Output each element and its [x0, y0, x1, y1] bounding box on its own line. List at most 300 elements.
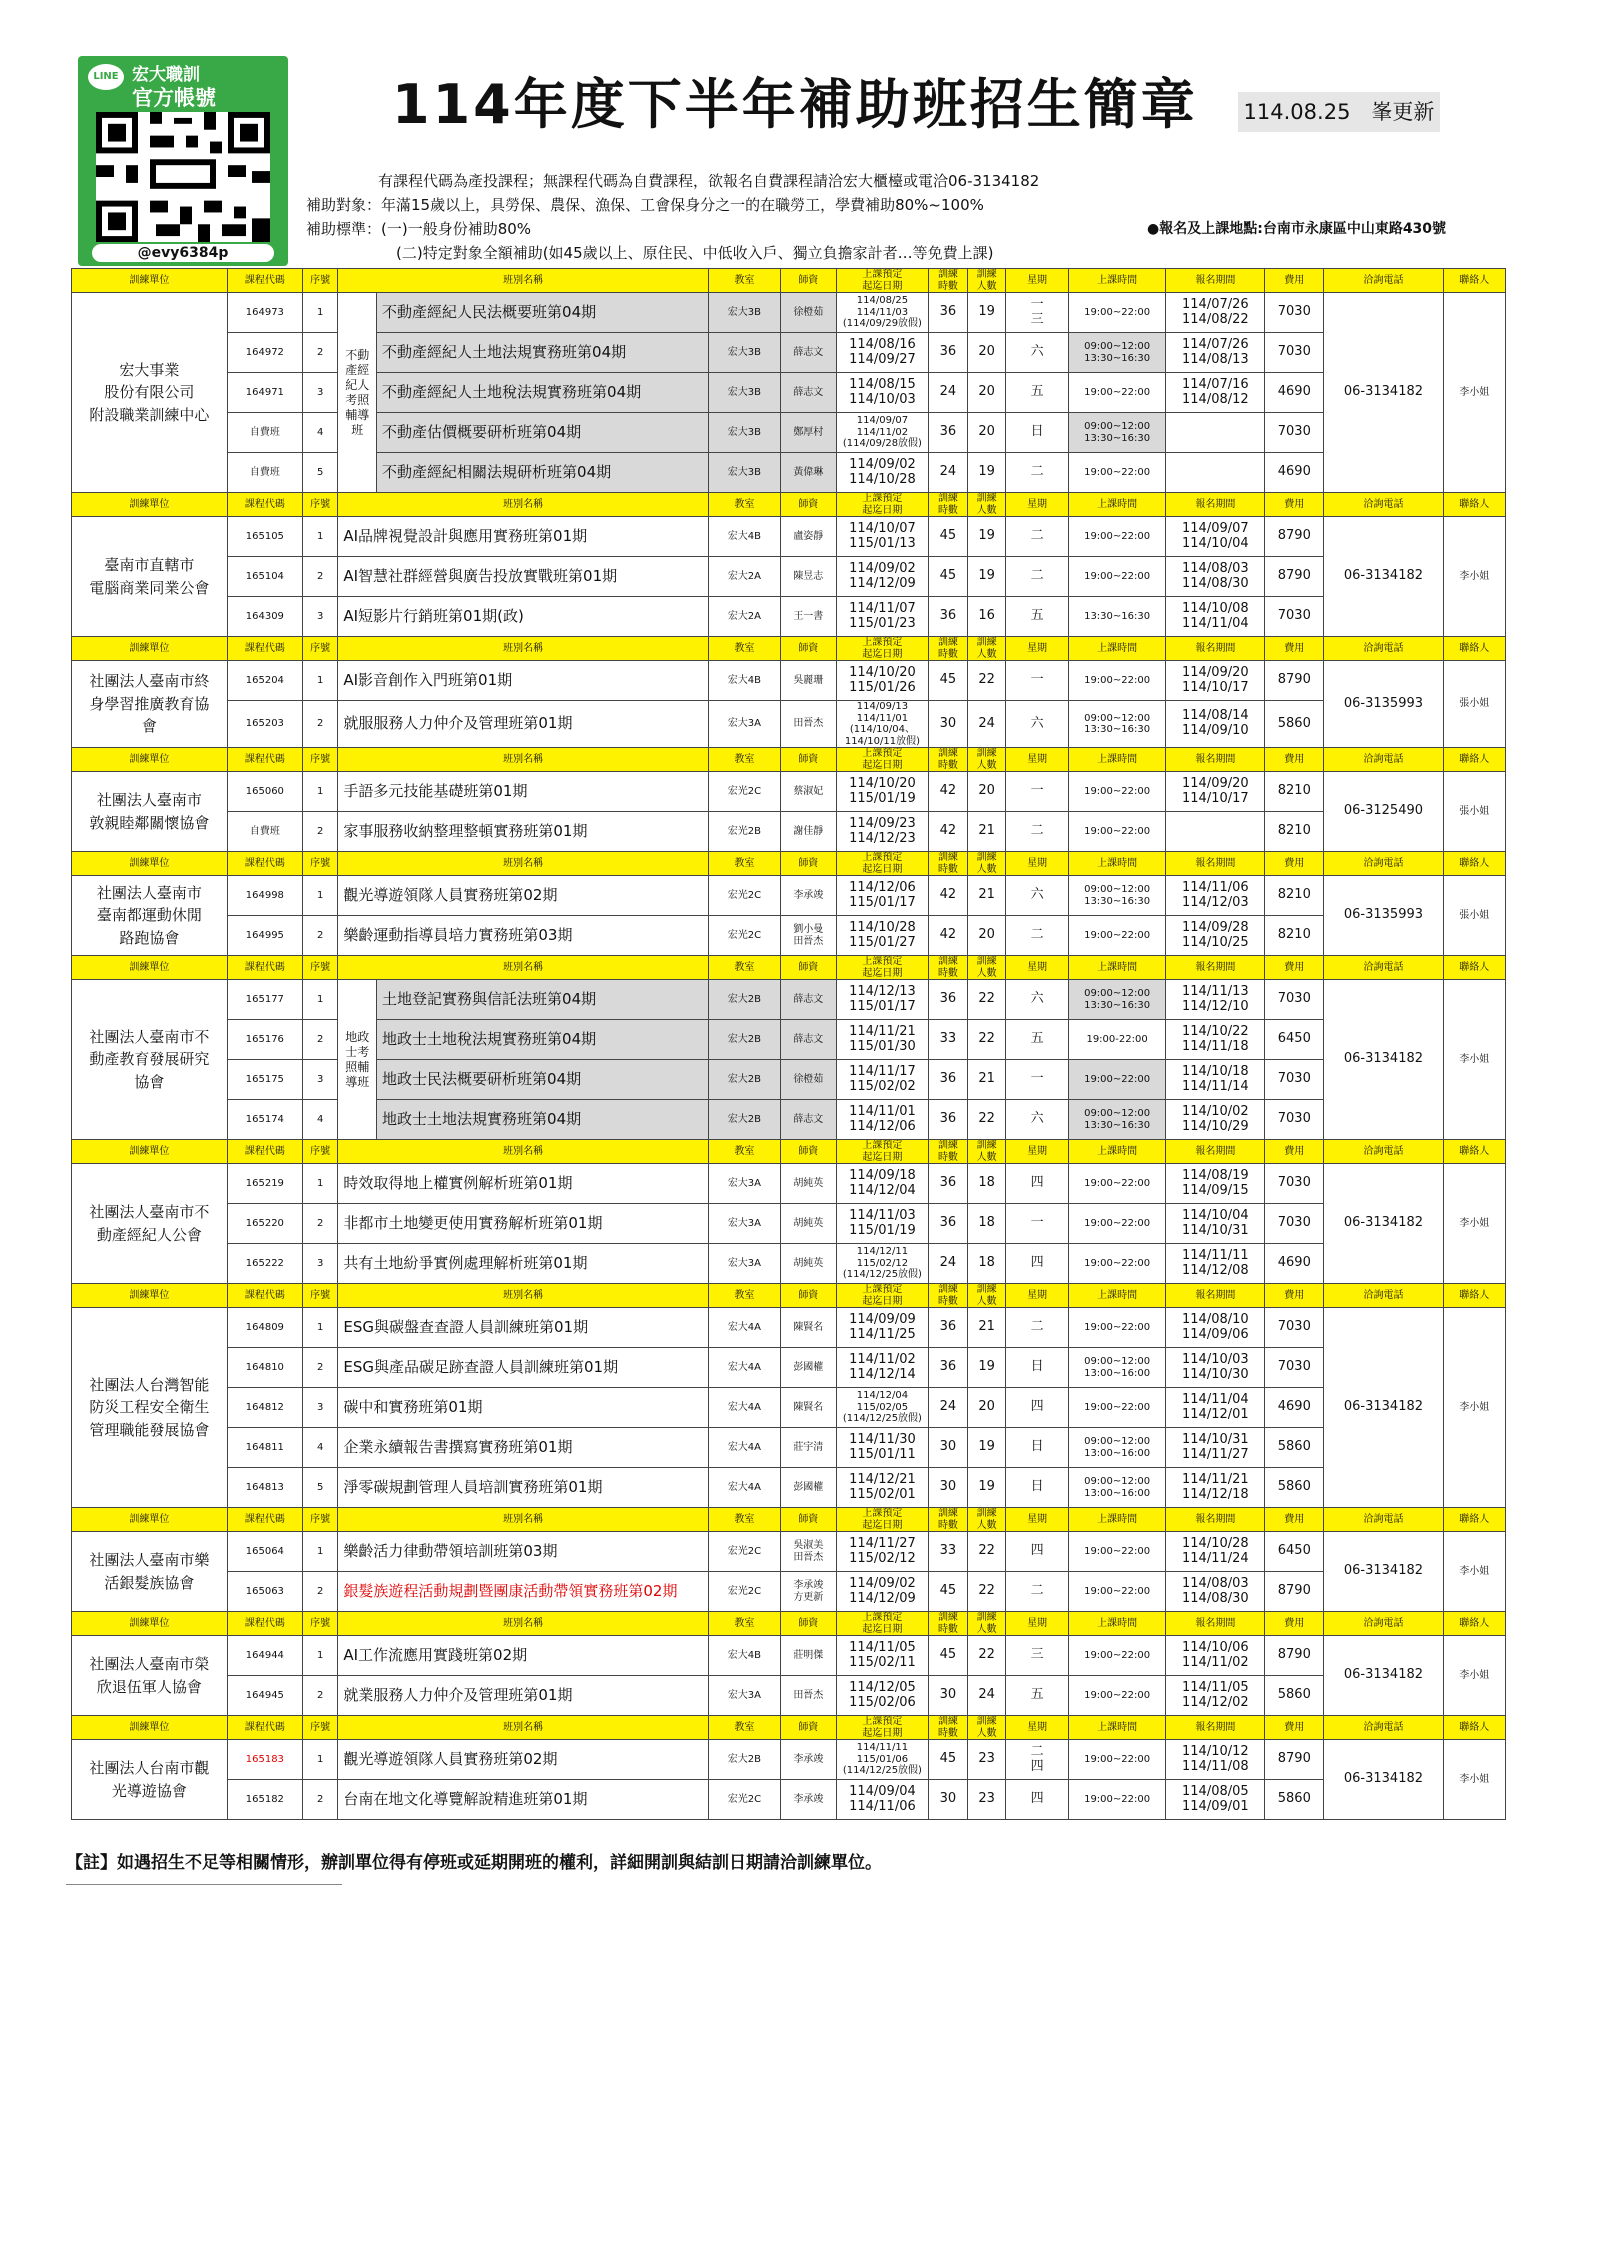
training-capacity: 20 [967, 772, 1006, 812]
training-capacity: 21 [967, 812, 1006, 852]
registration-period: 114/10/18 114/11/14 [1166, 1060, 1265, 1100]
header-classroom: 教室 [708, 852, 780, 876]
registration-period: 114/09/20 114/10/17 [1166, 661, 1265, 701]
table-header-row [72, 1284, 1506, 1308]
training-capacity: 22 [967, 980, 1006, 1020]
registration-period: 114/08/10 114/09/06 [1166, 1308, 1265, 1348]
course-row[interactable] [72, 1308, 1506, 1348]
teacher: 徐橙茹 [780, 1060, 836, 1100]
fee: 8790 [1265, 557, 1324, 597]
training-capacity: 22 [967, 1532, 1006, 1572]
course-row[interactable] [72, 413, 1506, 453]
course-row[interactable] [72, 1740, 1506, 1780]
training-capacity: 16 [967, 597, 1006, 637]
header-course-code: 課程代碼 [227, 852, 302, 876]
header-teacher: 師資 [780, 1612, 836, 1636]
header-dates: 上課預定 起迄日期 [836, 1612, 928, 1636]
inquiry-phone: 06-3134182 [1324, 980, 1443, 1140]
teacher: 彭國權 [780, 1468, 836, 1508]
training-hours: 45 [929, 1740, 968, 1780]
table-header-row [72, 269, 1506, 293]
weekday: 五 [1006, 597, 1068, 637]
class-name: 地政士土地法規實務班第04期 [377, 1100, 709, 1140]
course-seq: 5 [302, 1468, 337, 1508]
weekday: 六 [1006, 876, 1068, 916]
training-hours: 36 [929, 293, 968, 333]
course-row[interactable] [72, 876, 1506, 916]
classroom: 宏大2B [708, 1020, 780, 1060]
registration-period: 114/11/21 114/12/18 [1166, 1468, 1265, 1508]
header-capacity: 訓練 人數 [967, 748, 1006, 772]
course-dates: 114/09/09 114/11/25 [836, 1308, 928, 1348]
course-row[interactable] [72, 701, 1506, 748]
inquiry-phone: 06-3134182 [1324, 1636, 1443, 1716]
weekday: 四 [1006, 1532, 1068, 1572]
fee: 4690 [1265, 1388, 1324, 1428]
class-name: AI品牌視覺設計與應用實務班第01期 [338, 517, 709, 557]
course-dates: 114/11/11 115/01/06 (114/12/25放假) [836, 1740, 928, 1780]
header-teacher: 師資 [780, 748, 836, 772]
classroom: 宏大2B [708, 1740, 780, 1780]
header-registration: 報名期間 [1166, 1140, 1265, 1164]
qr-account-id: @evy6384p [92, 244, 274, 262]
intro-special-subsidy: (二)特定對象全額補助(如45歲以上、原住民、中低收入戶、獨立負擔家計者…等免費上課) [396, 244, 994, 262]
exam-prep-group: 不動 產經 紀人 考照 輔導 班 [338, 293, 377, 493]
training-capacity: 19 [967, 1348, 1006, 1388]
training-capacity: 18 [967, 1204, 1006, 1244]
header-phone: 洽詢電話 [1324, 1612, 1443, 1636]
footnote: 【註】如遇招生不足等相關情形，辦訓單位得有停班或延期開班的權利，詳細開訓與結訓日期請洽訓練單位。 [66, 1853, 882, 1873]
contact-person: 李小姐 [1443, 1532, 1505, 1612]
course-row[interactable] [72, 1572, 1506, 1612]
class-name: 不動產經紀人土地稅法規實務班第04期 [377, 373, 709, 413]
course-code: 164944 [227, 1636, 302, 1676]
header-weekday: 星期 [1006, 956, 1068, 980]
teacher: 田晉杰 [780, 1676, 836, 1716]
course-code: 164998 [227, 876, 302, 916]
classroom: 宏大2B [708, 1100, 780, 1140]
course-dates: 114/12/05 115/02/06 [836, 1676, 928, 1716]
table-header-row [72, 1716, 1506, 1740]
teacher: 吳淑美 田晉杰 [780, 1532, 836, 1572]
header-fee: 費用 [1265, 956, 1324, 980]
intro-eligibility: 補助對象：年滿15歲以上，具勞保、農保、漁保、工會保身分之一的在職勞工，學費補助80%~100% [306, 196, 984, 214]
weekday: 五 [1006, 1676, 1068, 1716]
header-weekday: 星期 [1006, 269, 1068, 293]
weekday: 五 [1006, 1020, 1068, 1060]
training-hours: 24 [929, 453, 968, 493]
training-hours: 45 [929, 1572, 968, 1612]
course-seq: 4 [302, 413, 337, 453]
header-registration: 報名期間 [1166, 748, 1265, 772]
class-time: 19:00~22:00 [1068, 1308, 1166, 1348]
weekday: 六 [1006, 701, 1068, 748]
header-training-unit: 訓練單位 [72, 1716, 228, 1740]
header-contact: 聯絡人 [1443, 748, 1505, 772]
exam-prep-group: 地政 士考 照輔 導班 [338, 980, 377, 1140]
course-code: 165060 [227, 772, 302, 812]
class-name: 土地登記實務與信託法班第04期 [377, 980, 709, 1020]
fee: 7030 [1265, 1100, 1324, 1140]
header-course-code: 課程代碼 [227, 748, 302, 772]
header-dates: 上課預定 起迄日期 [836, 1716, 928, 1740]
location-info: ●報名及上課地點:台南市永康區中山東路430號 [1147, 221, 1447, 237]
registration-period: 114/10/22 114/11/18 [1166, 1020, 1265, 1060]
contact-person: 李小姐 [1443, 517, 1505, 637]
header-hours: 訓練 時數 [929, 269, 968, 293]
class-time: 09:00~12:00 13:30~16:30 [1068, 876, 1166, 916]
header-seq: 序號 [302, 1612, 337, 1636]
course-row[interactable] [72, 517, 1506, 557]
class-name: 觀光導遊領隊人員實務班第02期 [338, 1740, 709, 1780]
classroom: 宏光2B [708, 812, 780, 852]
class-time: 19:00~22:00 [1068, 812, 1166, 852]
fee: 7030 [1265, 293, 1324, 333]
course-seq: 2 [302, 1780, 337, 1820]
course-seq: 2 [302, 1348, 337, 1388]
contact-person: 李小姐 [1443, 1164, 1505, 1284]
class-name: 就業服務人力仲介及管理班第01期 [338, 1676, 709, 1716]
header-fee: 費用 [1265, 748, 1324, 772]
class-time: 19:00~22:00 [1068, 517, 1166, 557]
registration-period: 114/10/08 114/11/04 [1166, 597, 1265, 637]
course-dates: 114/10/20 115/01/26 [836, 661, 928, 701]
registration-period: 114/11/06 114/12/03 [1166, 876, 1265, 916]
class-time: 19:00~22:00 [1068, 1164, 1166, 1204]
course-row[interactable] [72, 1388, 1506, 1428]
training-hours: 24 [929, 1388, 968, 1428]
header-weekday: 星期 [1006, 1508, 1068, 1532]
teacher: 陳賢名 [780, 1308, 836, 1348]
training-capacity: 18 [967, 1164, 1006, 1204]
header-seq: 序號 [302, 493, 337, 517]
classroom: 宏大2B [708, 1060, 780, 1100]
training-hours: 36 [929, 1204, 968, 1244]
training-capacity: 21 [967, 1060, 1006, 1100]
course-row[interactable] [72, 916, 1506, 956]
classroom: 宏大2A [708, 557, 780, 597]
registration-period: 114/09/28 114/10/25 [1166, 916, 1265, 956]
header-phone: 洽詢電話 [1324, 269, 1443, 293]
header-phone: 洽詢電話 [1324, 748, 1443, 772]
classroom: 宏大4B [708, 517, 780, 557]
classroom: 宏光2C [708, 1532, 780, 1572]
header-seq: 序號 [302, 1508, 337, 1532]
header-dates: 上課預定 起迄日期 [836, 1284, 928, 1308]
teacher: 李承竣 [780, 876, 836, 916]
header-classroom: 教室 [708, 1140, 780, 1164]
training-hours: 30 [929, 1676, 968, 1716]
classroom: 宏大3A [708, 701, 780, 748]
course-row[interactable] [72, 453, 1506, 493]
course-row[interactable] [72, 1020, 1506, 1060]
course-seq: 2 [302, 812, 337, 852]
training-hours: 36 [929, 1348, 968, 1388]
teacher: 莊宇清 [780, 1428, 836, 1468]
class-name: 不動產經紀相關法規研析班第04期 [377, 453, 709, 493]
update-date-badge: 114.08.25 峯更新 [1238, 92, 1440, 132]
table-header-row [72, 1508, 1506, 1532]
course-seq: 1 [302, 772, 337, 812]
course-row[interactable] [72, 1100, 1506, 1140]
course-row[interactable] [72, 557, 1506, 597]
header-contact: 聯絡人 [1443, 956, 1505, 980]
header-phone: 洽詢電話 [1324, 1716, 1443, 1740]
course-row[interactable] [72, 772, 1506, 812]
contact-person: 李小姐 [1443, 1740, 1505, 1820]
line-official-account-qr[interactable] [78, 56, 288, 266]
header-phone: 洽詢電話 [1324, 1284, 1443, 1308]
header-teacher: 師資 [780, 1140, 836, 1164]
course-row[interactable] [72, 812, 1506, 852]
training-hours: 36 [929, 333, 968, 373]
training-unit: 臺南市直轄市 電腦商業同業公會 [72, 517, 228, 637]
registration-period: 114/10/04 114/10/31 [1166, 1204, 1265, 1244]
course-dates: 114/08/16 114/09/27 [836, 333, 928, 373]
teacher: 鄭厚村 [780, 413, 836, 453]
weekday: 二 [1006, 1572, 1068, 1612]
header-time: 上課時間 [1068, 748, 1166, 772]
class-name: 觀光導遊領隊人員實務班第02期 [338, 876, 709, 916]
course-dates: 114/09/18 114/12/04 [836, 1164, 928, 1204]
training-capacity: 20 [967, 1388, 1006, 1428]
class-time: 19:00~22:00 [1068, 453, 1166, 493]
class-name: 企業永續報告書撰寫實務班第01期 [338, 1428, 709, 1468]
registration-period: 114/11/13 114/12/10 [1166, 980, 1265, 1020]
header-registration: 報名期間 [1166, 1716, 1265, 1740]
header-hours: 訓練 時數 [929, 852, 968, 876]
header-teacher: 師資 [780, 956, 836, 980]
header-registration: 報名期間 [1166, 269, 1265, 293]
weekday: 二 [1006, 1308, 1068, 1348]
training-capacity: 22 [967, 661, 1006, 701]
weekday: 四 [1006, 1780, 1068, 1820]
header-contact: 聯絡人 [1443, 493, 1505, 517]
weekday: 日 [1006, 1348, 1068, 1388]
class-time: 19:00~22:00 [1068, 1244, 1166, 1284]
header-dates: 上課預定 起迄日期 [836, 956, 928, 980]
registration-period: 114/08/05 114/09/01 [1166, 1780, 1265, 1820]
header-class-name: 班別名稱 [338, 637, 709, 661]
weekday: 二 [1006, 812, 1068, 852]
fee: 8790 [1265, 661, 1324, 701]
course-dates: 114/11/02 114/12/14 [836, 1348, 928, 1388]
training-capacity: 20 [967, 333, 1006, 373]
class-name: 家事服務收納整理整頓實務班第01期 [338, 812, 709, 852]
fee: 4690 [1265, 1244, 1324, 1284]
header-class-name: 班別名稱 [338, 493, 709, 517]
course-code: 165064 [227, 1532, 302, 1572]
header-time: 上課時間 [1068, 1612, 1166, 1636]
header-seq: 序號 [302, 852, 337, 876]
weekday: 四 [1006, 1388, 1068, 1428]
training-unit: 社團法人臺南市不 動產經紀人公會 [72, 1164, 228, 1284]
class-name: 樂齡活力律動帶領培訓班第03期 [338, 1532, 709, 1572]
course-seq: 2 [302, 1020, 337, 1060]
header-phone: 洽詢電話 [1324, 956, 1443, 980]
header-capacity: 訓練 人數 [967, 637, 1006, 661]
training-unit: 社團法人臺南市終 身學習推廣教育協 會 [72, 661, 228, 748]
training-unit: 社團法人臺南市榮 欣退伍軍人協會 [72, 1636, 228, 1716]
fee: 6450 [1265, 1020, 1324, 1060]
header-time: 上課時間 [1068, 269, 1166, 293]
course-code: 164810 [227, 1348, 302, 1388]
course-row[interactable] [72, 1676, 1506, 1716]
course-seq: 1 [302, 661, 337, 701]
course-seq: 3 [302, 597, 337, 637]
course-dates: 114/12/13 115/01/17 [836, 980, 928, 1020]
class-name: AI影音創作入門班第01期 [338, 661, 709, 701]
course-row[interactable] [72, 1780, 1506, 1820]
course-row[interactable] [72, 597, 1506, 637]
training-capacity: 22 [967, 1572, 1006, 1612]
course-code: 165104 [227, 557, 302, 597]
course-row[interactable] [72, 1164, 1506, 1204]
course-code: 165175 [227, 1060, 302, 1100]
header-capacity: 訓練 人數 [967, 269, 1006, 293]
course-row[interactable] [72, 1428, 1506, 1468]
header-dates: 上課預定 起迄日期 [836, 1508, 928, 1532]
course-row[interactable] [72, 1348, 1506, 1388]
course-code: 165220 [227, 1204, 302, 1244]
classroom: 宏大3B [708, 453, 780, 493]
header-time: 上課時間 [1068, 1284, 1166, 1308]
training-capacity: 22 [967, 1636, 1006, 1676]
registration-period: 114/11/11 114/12/08 [1166, 1244, 1265, 1284]
weekday: 三 [1006, 1636, 1068, 1676]
class-name: 台南在地文化導覽解說精進班第01期 [338, 1780, 709, 1820]
header-contact: 聯絡人 [1443, 1716, 1505, 1740]
class-time: 19:00~22:00 [1068, 293, 1166, 333]
teacher: 薛志文 [780, 980, 836, 1020]
header-classroom: 教室 [708, 1716, 780, 1740]
header-registration: 報名期間 [1166, 1508, 1265, 1532]
classroom: 宏大3B [708, 413, 780, 453]
weekday: 一 [1006, 772, 1068, 812]
fee: 7030 [1265, 1164, 1324, 1204]
course-row[interactable] [72, 1204, 1506, 1244]
header-training-unit: 訓練單位 [72, 1612, 228, 1636]
training-hours: 45 [929, 661, 968, 701]
course-code: 165174 [227, 1100, 302, 1140]
header-phone: 洽詢電話 [1324, 637, 1443, 661]
header-classroom: 教室 [708, 1508, 780, 1532]
teacher: 劉小曼 田晉杰 [780, 916, 836, 956]
course-row[interactable] [72, 661, 1506, 701]
course-seq: 2 [302, 916, 337, 956]
table-header-row [72, 493, 1506, 517]
line-logo-icon: LINE [88, 64, 124, 90]
header-capacity: 訓練 人數 [967, 1612, 1006, 1636]
fee: 7030 [1265, 333, 1324, 373]
course-row[interactable] [72, 980, 1506, 1020]
course-code: 自費班 [227, 812, 302, 852]
header-capacity: 訓練 人數 [967, 1140, 1006, 1164]
header-training-unit: 訓練單位 [72, 956, 228, 980]
classroom: 宏大4B [708, 661, 780, 701]
header-training-unit: 訓練單位 [72, 493, 228, 517]
course-code: 164811 [227, 1428, 302, 1468]
course-seq: 2 [302, 333, 337, 373]
header-teacher: 師資 [780, 269, 836, 293]
course-code: 165183 [227, 1740, 302, 1780]
training-hours: 30 [929, 1780, 968, 1820]
classroom: 宏光2C [708, 1780, 780, 1820]
header-class-name: 班別名稱 [338, 269, 709, 293]
course-dates: 114/10/07 115/01/13 [836, 517, 928, 557]
class-time: 19:00~22:00 [1068, 1388, 1166, 1428]
contact-person: 張小姐 [1443, 661, 1505, 748]
training-hours: 30 [929, 701, 968, 748]
header-seq: 序號 [302, 1140, 337, 1164]
header-training-unit: 訓練單位 [72, 1140, 228, 1164]
classroom: 宏大3A [708, 1164, 780, 1204]
course-row[interactable] [72, 1244, 1506, 1284]
course-seq: 2 [302, 1676, 337, 1716]
header-weekday: 星期 [1006, 1612, 1068, 1636]
course-row[interactable] [72, 1636, 1506, 1676]
course-seq: 1 [302, 1636, 337, 1676]
course-seq: 1 [302, 980, 337, 1020]
course-code: 165203 [227, 701, 302, 748]
course-seq: 1 [302, 1740, 337, 1780]
header-time: 上課時間 [1068, 956, 1166, 980]
teacher: 胡純英 [780, 1164, 836, 1204]
table-header-row [72, 748, 1506, 772]
contact-person: 張小姐 [1443, 876, 1505, 956]
class-time: 09:00~12:00 13:00~16:00 [1068, 1428, 1166, 1468]
training-hours: 30 [929, 1428, 968, 1468]
fee: 5860 [1265, 1468, 1324, 1508]
course-row[interactable] [72, 1532, 1506, 1572]
header-registration: 報名期間 [1166, 852, 1265, 876]
weekday: 二 [1006, 453, 1068, 493]
header-time: 上課時間 [1068, 852, 1166, 876]
header-class-name: 班別名稱 [338, 1716, 709, 1740]
classroom: 宏光2C [708, 772, 780, 812]
header-registration: 報名期間 [1166, 956, 1265, 980]
course-code: 165182 [227, 1780, 302, 1820]
registration-period [1166, 453, 1265, 493]
class-time: 19:00~22:00 [1068, 1676, 1166, 1716]
header-classroom: 教室 [708, 1612, 780, 1636]
course-code: 164973 [227, 293, 302, 333]
header-dates: 上課預定 起迄日期 [836, 852, 928, 876]
training-capacity: 24 [967, 1676, 1006, 1716]
registration-period: 114/10/02 114/10/29 [1166, 1100, 1265, 1140]
training-capacity: 20 [967, 373, 1006, 413]
header-weekday: 星期 [1006, 1140, 1068, 1164]
course-row[interactable] [72, 1060, 1506, 1100]
course-row[interactable] [72, 333, 1506, 373]
course-seq: 1 [302, 293, 337, 333]
course-row[interactable] [72, 1468, 1506, 1508]
training-capacity: 23 [967, 1780, 1006, 1820]
page-title: 114年度下半年補助班招生簡章 [392, 73, 1198, 136]
weekday: 二 四 [1006, 1740, 1068, 1780]
header-teacher: 師資 [780, 493, 836, 517]
course-dates: 114/12/21 115/02/01 [836, 1468, 928, 1508]
weekday: 日 [1006, 413, 1068, 453]
header-hours: 訓練 時數 [929, 1612, 968, 1636]
table-header-row [72, 852, 1506, 876]
course-row[interactable] [72, 293, 1506, 333]
header-training-unit: 訓練單位 [72, 1508, 228, 1532]
course-dates: 114/09/23 114/12/23 [836, 812, 928, 852]
fee: 5860 [1265, 701, 1324, 748]
header-fee: 費用 [1265, 1716, 1324, 1740]
course-row[interactable] [72, 373, 1506, 413]
